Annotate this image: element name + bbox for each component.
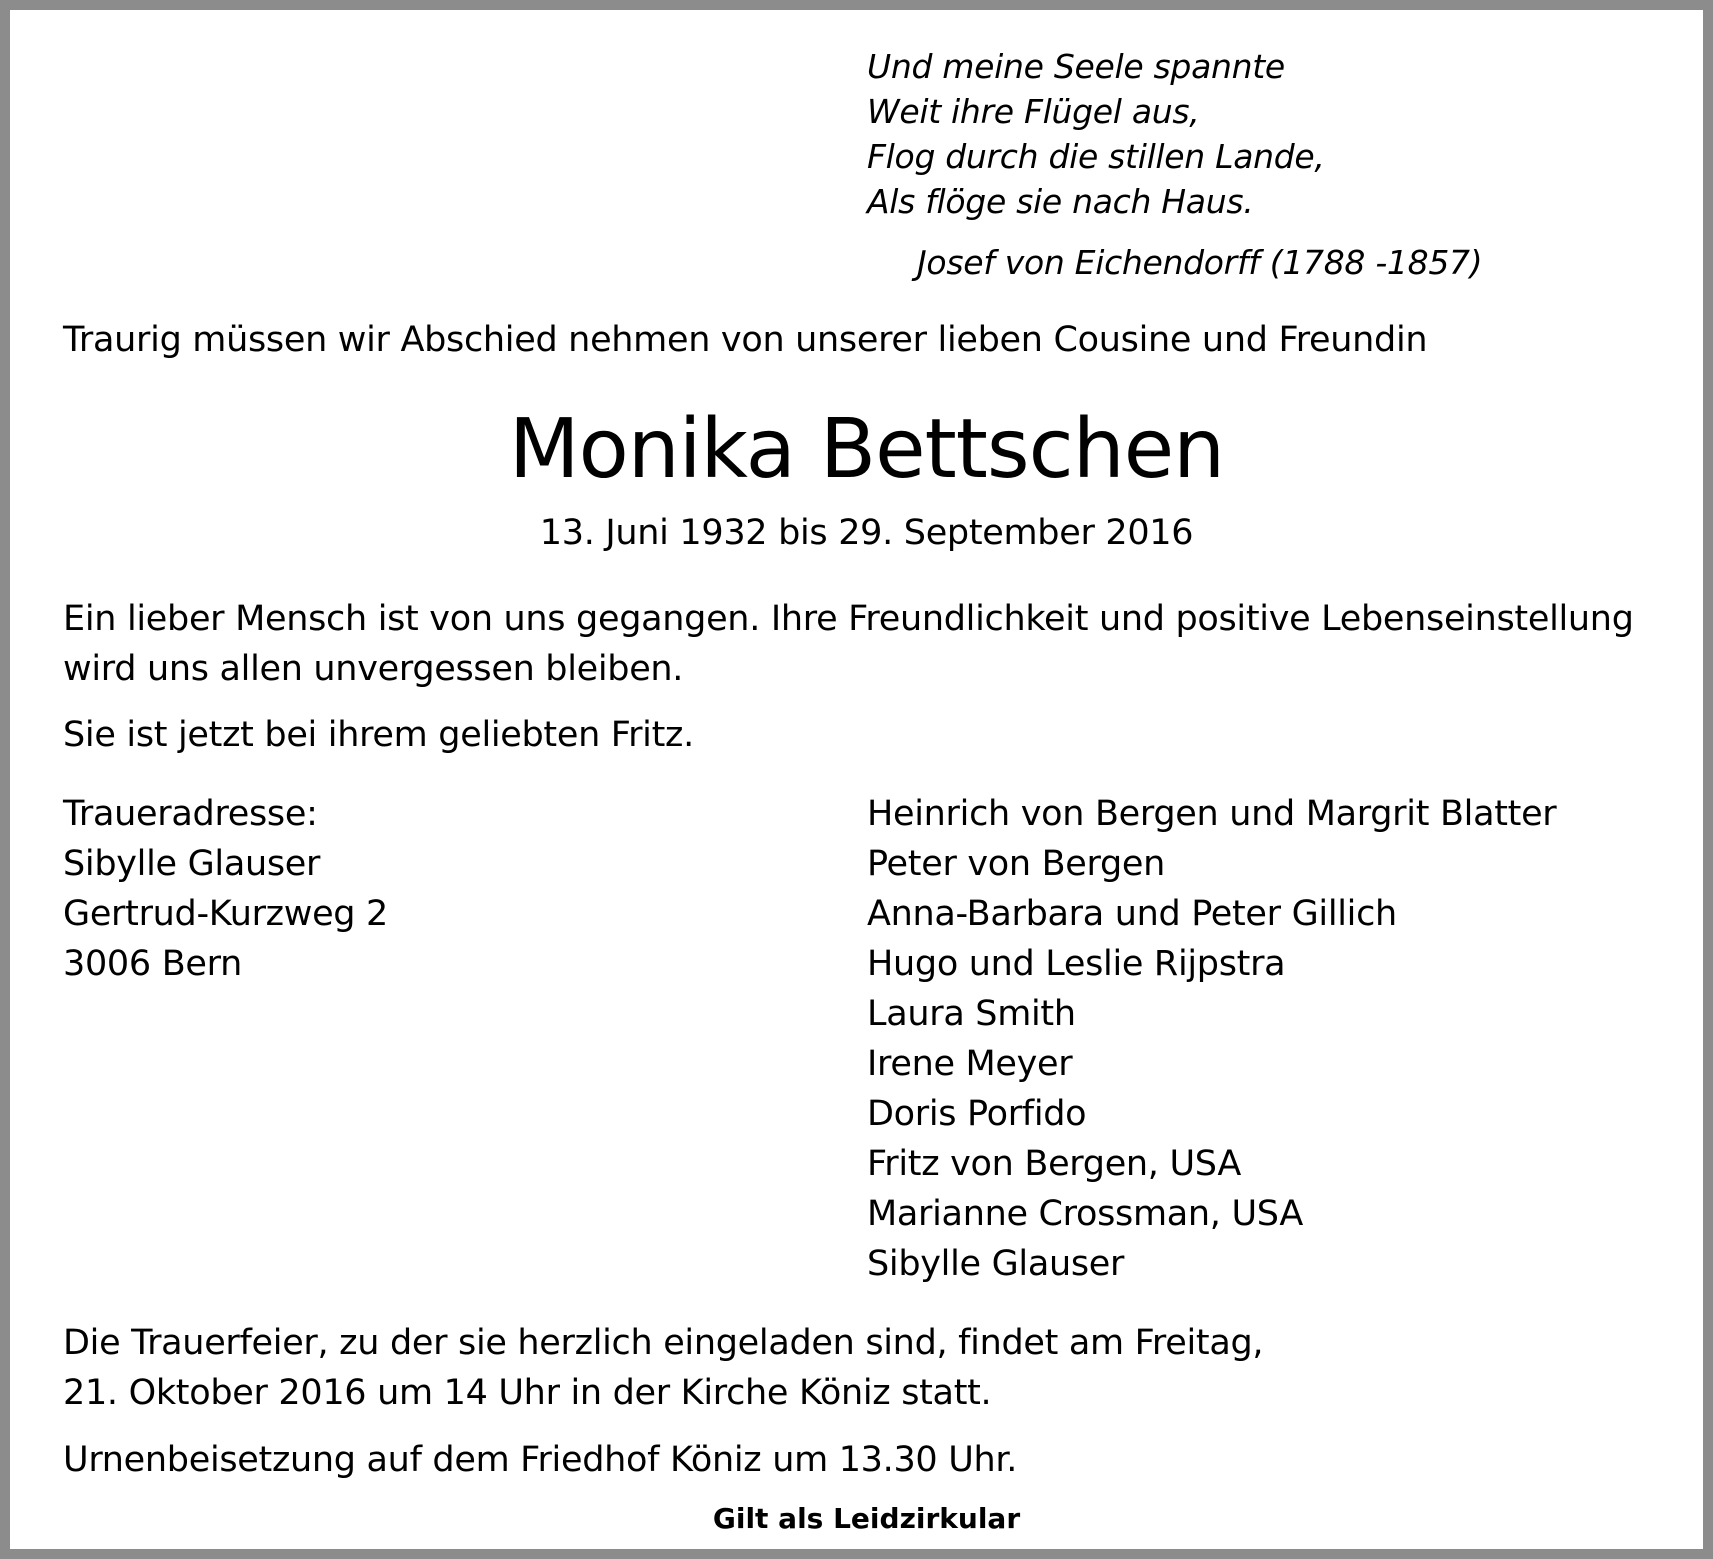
mourner-item: Heinrich von Bergen und Margrit Blatter [867, 794, 1557, 834]
mourner-item: Irene Meyer [867, 1044, 1073, 1084]
ceremony-line: 21. Oktober 2016 um 14 Uhr in der Kirche Köniz statt. [63, 1373, 992, 1413]
poem-author: Josef von Eichendorff (1788 -1857) [917, 243, 1483, 282]
address-name: Sibylle Glauser [63, 844, 321, 884]
address-label: Traueradresse: [63, 794, 318, 834]
burial-info: Urnenbeisetzung auf dem Friedhof Köniz um 13.30 Uhr. [63, 1440, 1018, 1480]
mourner-item: Peter von Bergen [867, 844, 1166, 884]
tribute-closing: Sie ist jetzt bei ihrem geliebten Fritz. [63, 715, 694, 755]
mourner-item: Hugo und Leslie Rijpstra [867, 944, 1286, 984]
tribute-line: wird uns allen unvergessen bleiben. [63, 649, 684, 689]
mourner-item: Marianne Crossman, USA [867, 1194, 1303, 1234]
poem-line: Weit ihre Flügel aus, [867, 92, 1200, 131]
deceased-name: Monika Bettschen [508, 402, 1225, 497]
mourner-item: Anna-Barbara und Peter Gillich [867, 894, 1397, 934]
mourner-item: Doris Porfido [867, 1094, 1087, 1134]
life-dates: 13. Juni 1932 bis 29. September 2016 [539, 513, 1194, 553]
tribute-line: Ein lieber Mensch ist von uns gegangen. Ihre Freundlichkeit und positive Lebenseinstellung [63, 599, 1634, 639]
ceremony-info [63, 1318, 1263, 1418]
address-street: Gertrud-Kurzweg 2 [63, 894, 389, 934]
footer-note: Gilt als Leidzirkular [712, 1502, 1021, 1535]
mourner-item: Fritz von Bergen, USA [867, 1144, 1241, 1184]
mourners-list [867, 789, 1556, 1289]
address-city: 3006 Bern [63, 944, 242, 984]
tribute-paragraph [63, 594, 1634, 694]
mourner-item: Laura Smith [867, 994, 1076, 1034]
ceremony-line: Die Trauerfeier, zu der sie herzlich eingeladen sind, findet am Freitag, [63, 1323, 1264, 1363]
poem-line: Flog durch die stillen Lande, [867, 137, 1325, 176]
poem-quote [867, 44, 1325, 224]
intro-text: Traurig müssen wir Abschied nehmen von unserer lieben Cousine und Freundin [63, 320, 1428, 360]
poem-line: Als flöge sie nach Haus. [867, 182, 1254, 221]
mourning-address [63, 789, 388, 989]
poem-line: Und meine Seele spannte [867, 47, 1285, 86]
mourner-item: Sibylle Glauser [867, 1244, 1125, 1284]
